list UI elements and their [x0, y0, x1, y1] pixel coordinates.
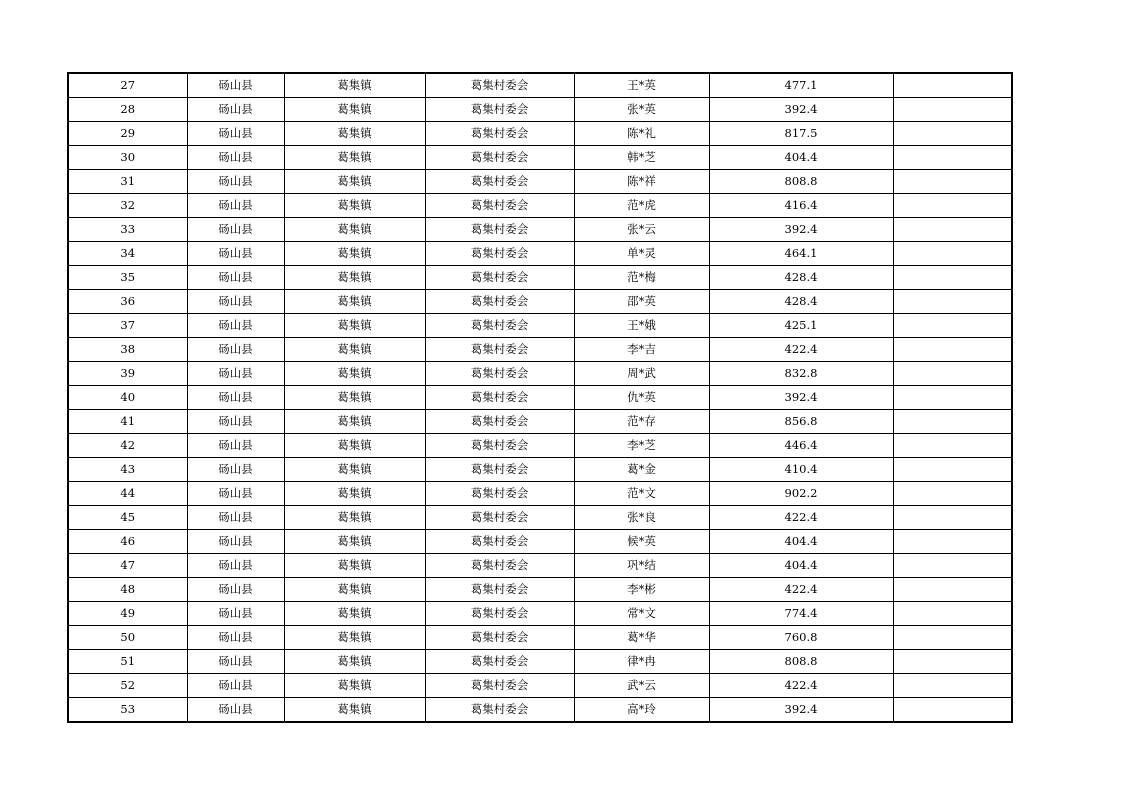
village-cell: 葛集村委会 — [425, 674, 574, 698]
table-row — [68, 194, 1012, 218]
name-cell: 李*彬 — [574, 578, 709, 602]
town-cell: 葛集镇 — [284, 170, 425, 194]
name-cell: 王*英 — [574, 73, 709, 98]
village-cell: 葛集村委会 — [425, 602, 574, 626]
county-cell: 砀山县 — [187, 218, 284, 242]
amount-cell: 416.4 — [709, 194, 893, 218]
town-cell: 葛集镇 — [284, 242, 425, 266]
town-cell: 葛集镇 — [284, 434, 425, 458]
table-row — [68, 170, 1012, 194]
remark-cell — [893, 578, 1012, 602]
county-cell: 砀山县 — [187, 458, 284, 482]
row-number-cell: 39 — [68, 362, 187, 386]
row-number-cell: 29 — [68, 122, 187, 146]
table-row — [68, 266, 1012, 290]
table-row — [68, 578, 1012, 602]
name-cell: 韩*芝 — [574, 146, 709, 170]
county-cell: 砀山县 — [187, 650, 284, 674]
name-cell: 葛*金 — [574, 458, 709, 482]
county-cell: 砀山县 — [187, 530, 284, 554]
amount-cell: 392.4 — [709, 698, 893, 723]
name-cell: 张*云 — [574, 218, 709, 242]
remark-cell — [893, 362, 1012, 386]
amount-cell: 902.2 — [709, 482, 893, 506]
remark-cell — [893, 458, 1012, 482]
row-number-cell: 45 — [68, 506, 187, 530]
amount-cell: 422.4 — [709, 338, 893, 362]
village-cell: 葛集村委会 — [425, 578, 574, 602]
village-cell: 葛集村委会 — [425, 266, 574, 290]
table-row — [68, 218, 1012, 242]
table-row — [68, 314, 1012, 338]
table-row — [68, 626, 1012, 650]
amount-cell: 428.4 — [709, 290, 893, 314]
amount-cell: 422.4 — [709, 674, 893, 698]
amount-cell: 428.4 — [709, 266, 893, 290]
village-cell: 葛集村委会 — [425, 338, 574, 362]
amount-cell: 392.4 — [709, 386, 893, 410]
amount-cell: 817.5 — [709, 122, 893, 146]
row-number-cell: 44 — [68, 482, 187, 506]
town-cell: 葛集镇 — [284, 73, 425, 98]
row-number-cell: 36 — [68, 290, 187, 314]
remark-cell — [893, 290, 1012, 314]
name-cell: 高*玲 — [574, 698, 709, 723]
amount-cell: 832.8 — [709, 362, 893, 386]
remark-cell — [893, 98, 1012, 122]
table-row — [68, 73, 1012, 98]
table-row — [68, 530, 1012, 554]
village-cell: 葛集村委会 — [425, 650, 574, 674]
village-cell: 葛集村委会 — [425, 434, 574, 458]
town-cell: 葛集镇 — [284, 650, 425, 674]
town-cell: 葛集镇 — [284, 698, 425, 723]
town-cell: 葛集镇 — [284, 602, 425, 626]
amount-cell: 808.8 — [709, 650, 893, 674]
name-cell: 范*文 — [574, 482, 709, 506]
row-number-cell: 35 — [68, 266, 187, 290]
amount-cell: 808.8 — [709, 170, 893, 194]
town-cell: 葛集镇 — [284, 386, 425, 410]
village-cell: 葛集村委会 — [425, 698, 574, 723]
county-cell: 砀山县 — [187, 410, 284, 434]
table-row — [68, 290, 1012, 314]
amount-cell: 477.1 — [709, 73, 893, 98]
name-cell: 王*娥 — [574, 314, 709, 338]
town-cell: 葛集镇 — [284, 578, 425, 602]
town-cell: 葛集镇 — [284, 194, 425, 218]
amount-cell: 760.8 — [709, 626, 893, 650]
town-cell: 葛集镇 — [284, 266, 425, 290]
county-cell: 砀山县 — [187, 290, 284, 314]
village-cell: 葛集村委会 — [425, 194, 574, 218]
remark-cell — [893, 170, 1012, 194]
town-cell: 葛集镇 — [284, 98, 425, 122]
table-row — [68, 122, 1012, 146]
county-cell: 砀山县 — [187, 242, 284, 266]
town-cell: 葛集镇 — [284, 482, 425, 506]
remark-cell — [893, 242, 1012, 266]
row-number-cell: 28 — [68, 98, 187, 122]
table-row — [68, 386, 1012, 410]
town-cell: 葛集镇 — [284, 674, 425, 698]
table-row — [68, 410, 1012, 434]
town-cell: 葛集镇 — [284, 146, 425, 170]
town-cell: 葛集镇 — [284, 218, 425, 242]
village-cell: 葛集村委会 — [425, 362, 574, 386]
county-cell: 砀山县 — [187, 626, 284, 650]
amount-cell: 392.4 — [709, 218, 893, 242]
village-cell: 葛集村委会 — [425, 386, 574, 410]
remark-cell — [893, 338, 1012, 362]
village-cell: 葛集村委会 — [425, 146, 574, 170]
name-cell: 张*英 — [574, 98, 709, 122]
name-cell: 张*良 — [574, 506, 709, 530]
remark-cell — [893, 434, 1012, 458]
town-cell: 葛集镇 — [284, 506, 425, 530]
remark-cell — [893, 386, 1012, 410]
table-row — [68, 146, 1012, 170]
remark-cell — [893, 146, 1012, 170]
row-number-cell: 48 — [68, 578, 187, 602]
amount-cell: 404.4 — [709, 554, 893, 578]
village-cell: 葛集村委会 — [425, 122, 574, 146]
village-cell: 葛集村委会 — [425, 458, 574, 482]
row-number-cell: 37 — [68, 314, 187, 338]
amount-cell: 404.4 — [709, 146, 893, 170]
county-cell: 砀山县 — [187, 122, 284, 146]
name-cell: 范*存 — [574, 410, 709, 434]
village-cell: 葛集村委会 — [425, 554, 574, 578]
name-cell: 常*文 — [574, 602, 709, 626]
name-cell: 武*云 — [574, 674, 709, 698]
row-number-cell: 30 — [68, 146, 187, 170]
table-row — [68, 674, 1012, 698]
table-row — [68, 554, 1012, 578]
roster-body — [68, 73, 1012, 722]
row-number-cell: 52 — [68, 674, 187, 698]
name-cell: 范*虎 — [574, 194, 709, 218]
row-number-cell: 27 — [68, 73, 187, 98]
amount-cell: 446.4 — [709, 434, 893, 458]
remark-cell — [893, 266, 1012, 290]
county-cell: 砀山县 — [187, 698, 284, 723]
name-cell: 巩*结 — [574, 554, 709, 578]
table-row — [68, 434, 1012, 458]
name-cell: 范*梅 — [574, 266, 709, 290]
county-cell: 砀山县 — [187, 506, 284, 530]
table-row — [68, 650, 1012, 674]
county-cell: 砀山县 — [187, 73, 284, 98]
town-cell: 葛集镇 — [284, 458, 425, 482]
table-row — [68, 338, 1012, 362]
row-number-cell: 32 — [68, 194, 187, 218]
remark-cell — [893, 506, 1012, 530]
remark-cell — [893, 314, 1012, 338]
town-cell: 葛集镇 — [284, 338, 425, 362]
village-cell: 葛集村委会 — [425, 242, 574, 266]
remark-cell — [893, 674, 1012, 698]
amount-cell: 774.4 — [709, 602, 893, 626]
remark-cell — [893, 602, 1012, 626]
row-number-cell: 34 — [68, 242, 187, 266]
village-cell: 葛集村委会 — [425, 73, 574, 98]
county-cell: 砀山县 — [187, 266, 284, 290]
county-cell: 砀山县 — [187, 194, 284, 218]
county-cell: 砀山县 — [187, 314, 284, 338]
name-cell: 候*英 — [574, 530, 709, 554]
row-number-cell: 40 — [68, 386, 187, 410]
row-number-cell: 53 — [68, 698, 187, 723]
amount-cell: 425.1 — [709, 314, 893, 338]
county-cell: 砀山县 — [187, 146, 284, 170]
village-cell: 葛集村委会 — [425, 98, 574, 122]
name-cell: 陈*祥 — [574, 170, 709, 194]
remark-cell — [893, 650, 1012, 674]
county-cell: 砀山县 — [187, 554, 284, 578]
county-cell: 砀山县 — [187, 602, 284, 626]
name-cell: 陈*礼 — [574, 122, 709, 146]
village-cell: 葛集村委会 — [425, 170, 574, 194]
village-cell: 葛集村委会 — [425, 530, 574, 554]
name-cell: 律*冉 — [574, 650, 709, 674]
village-cell: 葛集村委会 — [425, 314, 574, 338]
remark-cell — [893, 530, 1012, 554]
name-cell: 葛*华 — [574, 626, 709, 650]
row-number-cell: 42 — [68, 434, 187, 458]
amount-cell: 392.4 — [709, 98, 893, 122]
row-number-cell: 33 — [68, 218, 187, 242]
village-cell: 葛集村委会 — [425, 218, 574, 242]
amount-cell: 404.4 — [709, 530, 893, 554]
village-cell: 葛集村委会 — [425, 482, 574, 506]
name-cell: 邵*英 — [574, 290, 709, 314]
remark-cell — [893, 482, 1012, 506]
county-cell: 砀山县 — [187, 674, 284, 698]
amount-cell: 464.1 — [709, 242, 893, 266]
remark-cell — [893, 410, 1012, 434]
remark-cell — [893, 554, 1012, 578]
table-row — [68, 602, 1012, 626]
village-cell: 葛集村委会 — [425, 506, 574, 530]
table-row — [68, 362, 1012, 386]
remark-cell — [893, 626, 1012, 650]
row-number-cell: 47 — [68, 554, 187, 578]
row-number-cell: 49 — [68, 602, 187, 626]
table-row — [68, 482, 1012, 506]
row-number-cell: 31 — [68, 170, 187, 194]
row-number-cell: 41 — [68, 410, 187, 434]
county-cell: 砀山县 — [187, 434, 284, 458]
name-cell: 李*吉 — [574, 338, 709, 362]
county-cell: 砀山县 — [187, 170, 284, 194]
table-row — [68, 506, 1012, 530]
town-cell: 葛集镇 — [284, 290, 425, 314]
amount-cell: 410.4 — [709, 458, 893, 482]
amount-cell: 422.4 — [709, 506, 893, 530]
remark-cell — [893, 698, 1012, 723]
row-number-cell: 38 — [68, 338, 187, 362]
remark-cell — [893, 218, 1012, 242]
name-cell: 单*灵 — [574, 242, 709, 266]
name-cell: 李*芝 — [574, 434, 709, 458]
county-cell: 砀山县 — [187, 386, 284, 410]
county-cell: 砀山县 — [187, 482, 284, 506]
row-number-cell: 43 — [68, 458, 187, 482]
row-number-cell: 51 — [68, 650, 187, 674]
roster-table — [67, 72, 1013, 723]
remark-cell — [893, 122, 1012, 146]
village-cell: 葛集村委会 — [425, 626, 574, 650]
remark-cell — [893, 73, 1012, 98]
amount-cell: 422.4 — [709, 578, 893, 602]
table-row — [68, 698, 1012, 723]
name-cell: 仇*英 — [574, 386, 709, 410]
county-cell: 砀山县 — [187, 338, 284, 362]
town-cell: 葛集镇 — [284, 314, 425, 338]
county-cell: 砀山县 — [187, 578, 284, 602]
town-cell: 葛集镇 — [284, 626, 425, 650]
town-cell: 葛集镇 — [284, 410, 425, 434]
town-cell: 葛集镇 — [284, 530, 425, 554]
county-cell: 砀山县 — [187, 98, 284, 122]
table-row — [68, 98, 1012, 122]
row-number-cell: 46 — [68, 530, 187, 554]
town-cell: 葛集镇 — [284, 362, 425, 386]
village-cell: 葛集村委会 — [425, 410, 574, 434]
town-cell: 葛集镇 — [284, 554, 425, 578]
remark-cell — [893, 194, 1012, 218]
county-cell: 砀山县 — [187, 362, 284, 386]
table-row — [68, 242, 1012, 266]
town-cell: 葛集镇 — [284, 122, 425, 146]
village-cell: 葛集村委会 — [425, 290, 574, 314]
table-row — [68, 458, 1012, 482]
amount-cell: 856.8 — [709, 410, 893, 434]
row-number-cell: 50 — [68, 626, 187, 650]
name-cell: 周*武 — [574, 362, 709, 386]
